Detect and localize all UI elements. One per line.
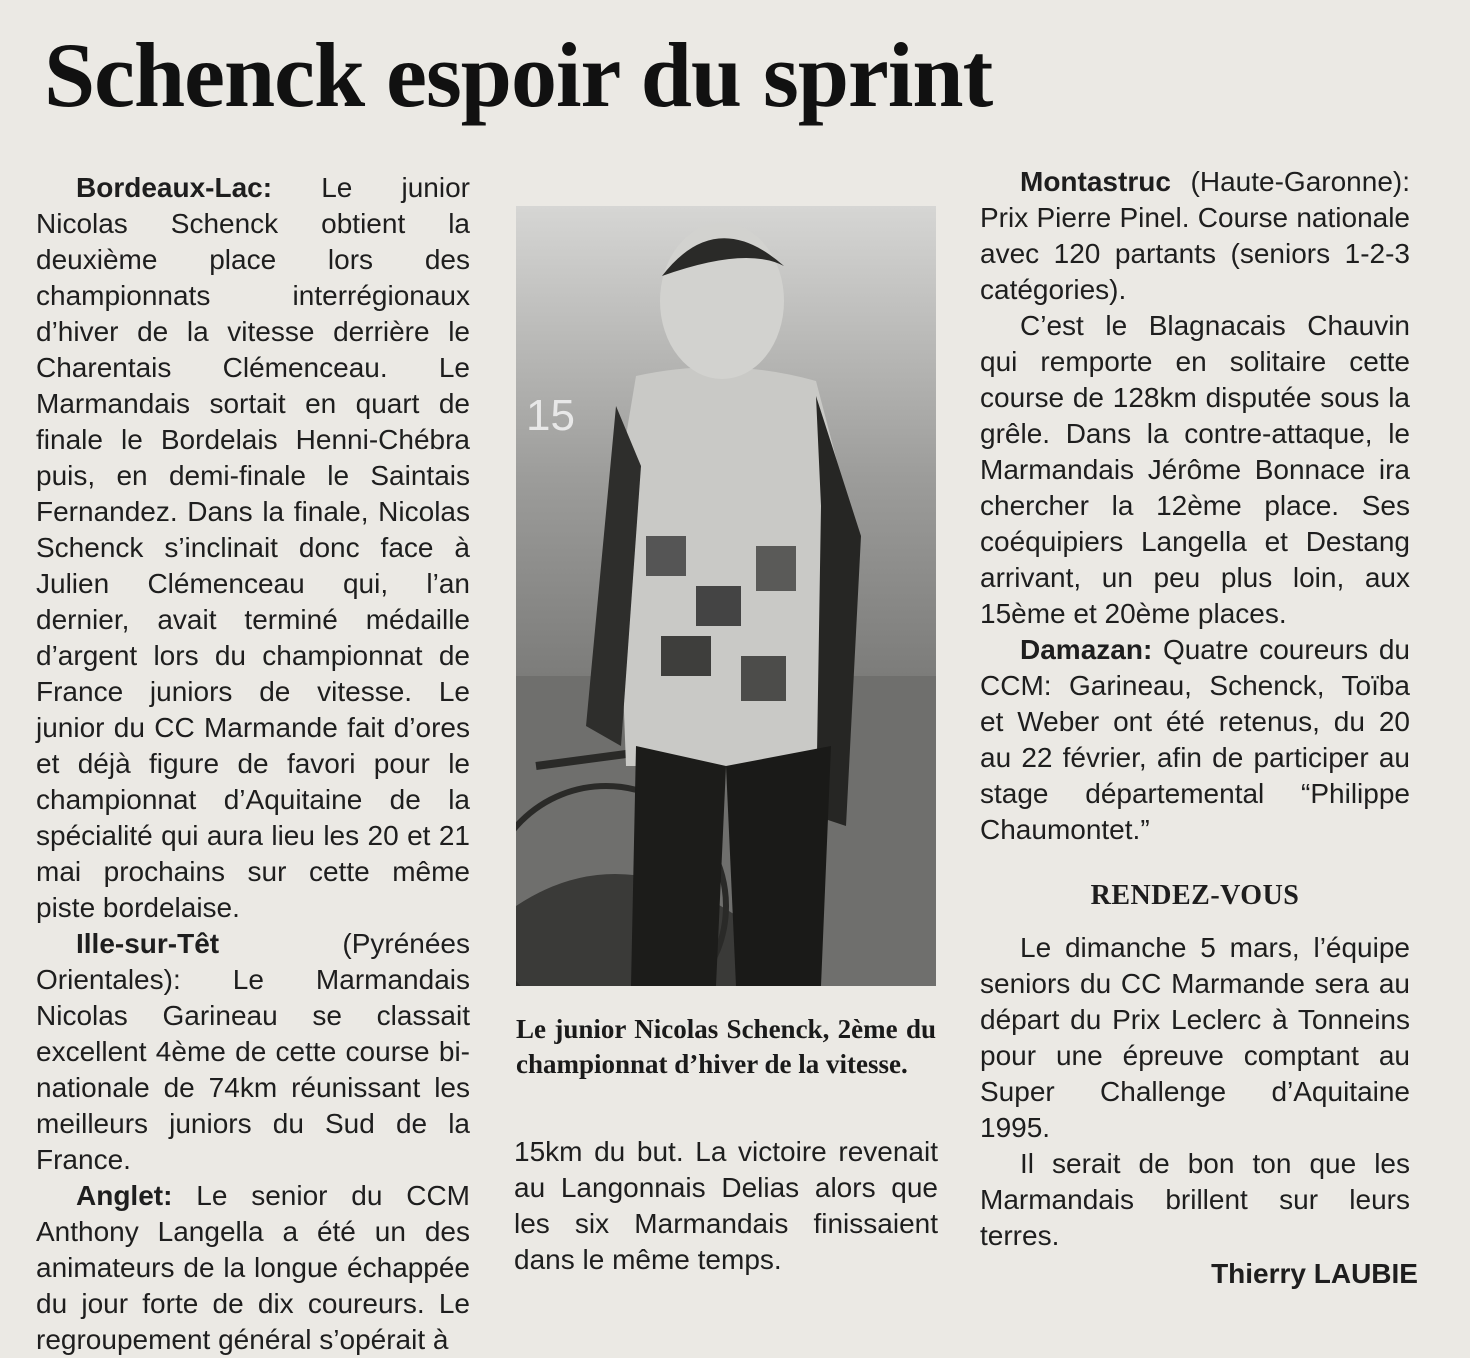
author-signature: Thierry LAUBIE — [1211, 1258, 1418, 1289]
middle-continuation — [514, 1134, 938, 1278]
right-column — [980, 164, 1410, 1254]
paragraph-body: (Pyrénées Orientales): Le Marmandais Nicolas Garineau se classait excellent 4ème de cette course bi-nationale de 74km réunissant les meilleurs juniors du Sud de la France. — [36, 928, 470, 1175]
paragraph-lead: Anglet: — [76, 1180, 173, 1211]
paragraph-bon-ton: Il serait de bon ton que les Marmandais brillent sur leurs terres. — [980, 1148, 1410, 1251]
paragraph-bordeaux-lac — [36, 170, 470, 926]
paragraph-rendez-vous: Le dimanche 5 mars, l’équipe seniors du CC Marmande sera au départ du Prix Leclerc à Tonneins pour une épreuve comptant au Super Challenge d’Aquitaine 1995. — [980, 932, 1410, 1143]
headline: Schenck espoir du sprint — [44, 24, 993, 126]
paragraph-lead: Damazan: — [1020, 634, 1153, 665]
paragraph-blagnacais: C’est le Blagnacais Chauvin qui remporte en solitaire cette course de 128km disputée sous la grêle. Dans la contre-attaque, le Marmandais Jérôme Bonnace ira chercher la 12ème place. Ses coéquipiers Langella et Destang arrivant, un peu plus loin, aux 15ème et 20ème places. — [980, 310, 1410, 629]
paragraph-damazan — [980, 632, 1410, 848]
paragraph-body: (Haute-Garonne): Prix Pierre Pinel. Course nationale avec 120 partants (seniors 1-2-3 catégories). — [980, 166, 1410, 305]
paragraph-continuation: 15km du but. La victoire revenait au Langonnais Delias alors que les six Marmandais finissaient dans le même temps. — [514, 1136, 938, 1275]
paragraph-montastruc — [980, 164, 1410, 308]
paragraph-lead: Bordeaux-Lac: — [76, 172, 273, 203]
cyclist-photo — [516, 206, 936, 986]
paragraph-lead: Ille-sur-Têt — [76, 928, 220, 959]
section-heading-rendez-vous: RENDEZ-VOUS — [1090, 880, 1300, 911]
photo-caption: Le junior Nicolas Schenck, 2ème du championnat d’hiver de la vitesse. — [516, 1014, 936, 1079]
cyclist-photo-image — [516, 206, 936, 986]
paragraph-ille-sur-tet — [36, 926, 470, 1178]
paragraph-body: Quatre coureurs du CCM: Garineau, Schenck, Toïba et Weber ont été retenus, du 20 au 22 février, afin de participer au stage départemental “Philippe Chaumontet.” — [980, 634, 1410, 845]
left-column — [36, 170, 470, 1358]
race-number: 15 — [526, 391, 575, 440]
paragraph-anglet — [36, 1178, 470, 1358]
paragraph-lead: Montastruc — [1020, 166, 1171, 197]
paragraph-body: Le junior Nicolas Schenck obtient la deuxième place lors des championnats interrégionaux d’hiver de la vitesse derrière le Charentais Clémenceau. Le Marmandais sortait en quart de finale le Bordelais Henni-Chébra puis, en demi-finale le Saintais Fernandez. Dans la finale, Nicolas Schenck s’inclinait donc face à Julien Clémenceau qui, l’an dernier, avait terminé médaille d’argent lors du championnat de France juniors de vitesse. Le junior du CC Marmande fait d’ores et déjà figure de favori pour le championnat d’Aquitaine de la spécialité qui aura lieu les 20 et 21 mai prochains sur cette même piste bordelaise. — [36, 172, 470, 923]
paragraph-body: Le senior du CCM Anthony Langella a été un des animateurs de la longue échappée du jour forte de dix coureurs. Le regroupement général s’opérait à — [36, 1180, 470, 1355]
